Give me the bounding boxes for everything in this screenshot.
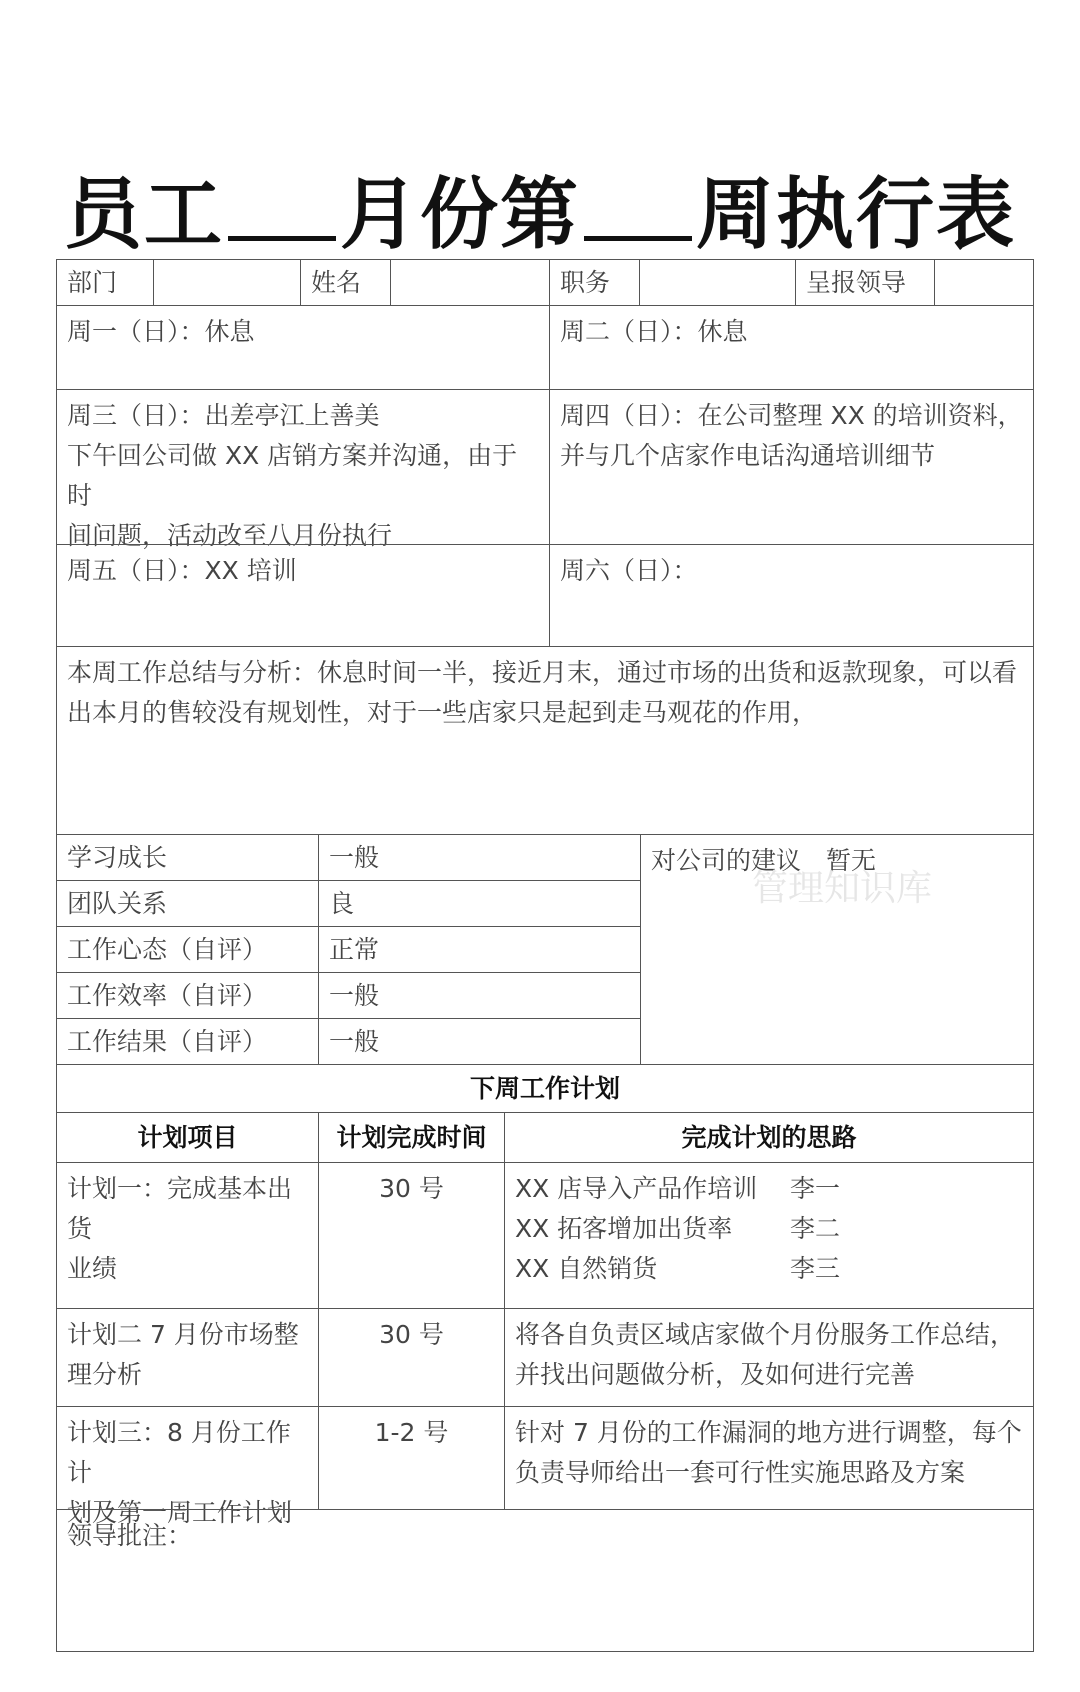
- execution-table: [56, 259, 1034, 1652]
- eval-label: 工作心态（自评）: [56, 926, 319, 973]
- plan-row-2-item: 计划二 7 月份市场整 理分析: [56, 1308, 319, 1407]
- monday-cell: 周一（日）：休息: [56, 305, 550, 390]
- col-plan-time: 计划完成时间: [318, 1112, 505, 1163]
- leader-comment[interactable]: 领导批注：: [56, 1509, 1034, 1652]
- page-title: 员工 月份第 周执行表: [63, 170, 1017, 260]
- eval-label: 工作结果（自评）: [56, 1018, 319, 1065]
- plan-row-1-time: 30 号: [318, 1162, 505, 1309]
- plan-row-3-approach: 针对 7 月份的工作漏洞的地方进行调整，每个 负责导师给出一套可行性实施思路及方案: [504, 1406, 1034, 1510]
- eval-label: 团队关系: [56, 880, 319, 927]
- plan-row-1-approach: [504, 1162, 1034, 1309]
- month-blank[interactable]: [228, 168, 336, 241]
- col-plan-item: 计划项目: [56, 1112, 319, 1163]
- eval-label: 工作效率（自评）: [56, 972, 319, 1019]
- week-blank[interactable]: [584, 168, 692, 241]
- approach-line: XX 自然销货 李三: [515, 1254, 841, 1283]
- eval-value: 正常: [318, 926, 641, 973]
- saturday-cell: 周六（日）：: [549, 544, 1034, 647]
- watermark: 管理知识库: [752, 868, 933, 909]
- tuesday-cell: 周二（日）：休息: [549, 305, 1034, 390]
- eval-value: 一般: [318, 834, 641, 881]
- leader-label: 呈报领导: [795, 259, 935, 306]
- approach-line: XX 店导入产品作培训 李一: [515, 1174, 841, 1203]
- leader-field[interactable]: [934, 259, 1034, 306]
- eval-label: 学习成长: [56, 834, 319, 881]
- position-label: 职务: [549, 259, 640, 306]
- dept-field[interactable]: [153, 259, 301, 306]
- plan-section-title: 下周工作计划: [56, 1064, 1034, 1113]
- weekly-summary: 本周工作总结与分析：休息时间一半，接近月末，通过市场的出货和返款现象，可以看 出本月的售较没有规划性，对于一些店家只是起到走马观花的作用，: [56, 646, 1034, 835]
- name-label: 姓名: [300, 259, 391, 306]
- suggestion-cell: 对公司的建议 暂无: [640, 834, 1034, 1065]
- plan-row-2-time: 30 号: [318, 1308, 505, 1407]
- name-field[interactable]: [390, 259, 550, 306]
- dept-label: 部门: [56, 259, 154, 306]
- thursday-cell: 周四（日）：在公司整理 XX 的培训资料， 并与几个店家作电话沟通培训细节: [549, 389, 1034, 545]
- position-field[interactable]: [639, 259, 796, 306]
- col-plan-approach: 完成计划的思路: [504, 1112, 1034, 1163]
- approach-line: XX 拓客增加出货率 李二: [515, 1214, 841, 1243]
- plan-row-2-approach: 将各自负责区域店家做个月份服务工作总结， 并找出问题做分析，及如何进行完善: [504, 1308, 1034, 1407]
- wednesday-cell: 周三（日）：出差亭江上善美 下午回公司做 XX 店销方案并沟通，由于时 间问题，活动改至八月份执行: [56, 389, 550, 545]
- plan-row-1-item: 计划一：完成基本出货 业绩: [56, 1162, 319, 1309]
- friday-cell: 周五（日）：XX 培训: [56, 544, 550, 647]
- eval-value: 一般: [318, 972, 641, 1019]
- plan-row-3-item: 计划三：8 月份工作计 划及第一周工作计划: [56, 1406, 319, 1510]
- eval-value: 良: [318, 880, 641, 927]
- plan-row-3-time: 1-2 号: [318, 1406, 505, 1510]
- eval-value: 一般: [318, 1018, 641, 1065]
